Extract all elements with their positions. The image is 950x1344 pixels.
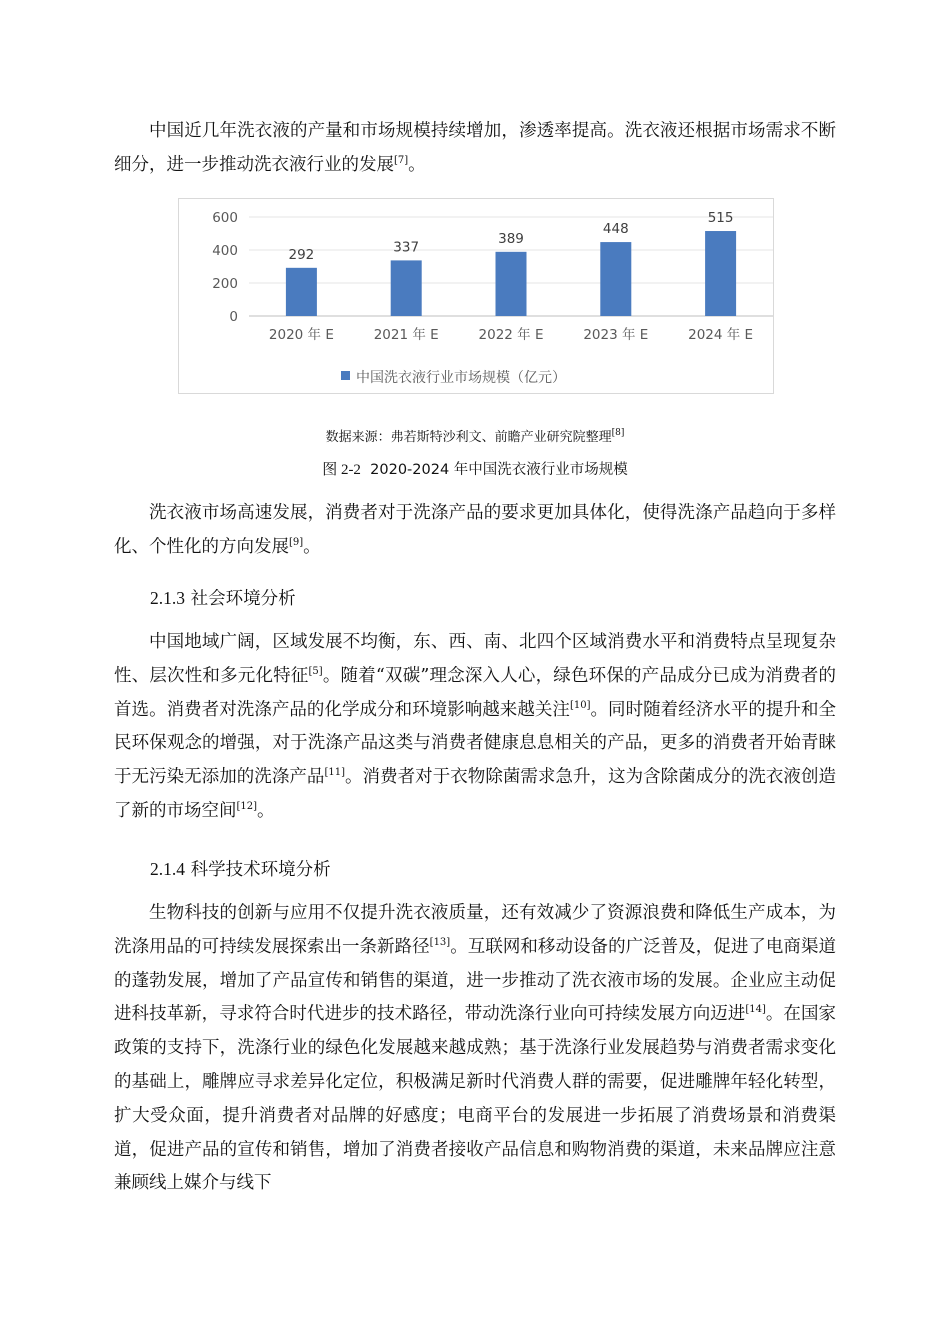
x-tick-label: 2020 年 E (268, 327, 334, 343)
y-tick-label: 400 (212, 243, 238, 259)
citation[interactable]: [8] (611, 428, 625, 438)
paragraph-social: 中国地域广阔，区域发展不均衡，东、西、南、北四个区域消费水平和消费特点呈现复杂性、层次性和多元化特征[5]。随着“双碳”理念深入人心，绿色环保的产品成分已成为消费者的首选。消费者对洗涤产品的化学成分和环境影响越来越关注[10]。同时随着经济水平的提升和全民环保观念的增强，对于洗涤产品这类与消费者健康息息相关的产品，更多的消费者开始青睐于无污染无添加的洗涤产品[11]。消费者对于衣物除菌需求急升，这为含除菌成分的洗衣液创造了新的市场空间[12]。 (114, 632, 837, 821)
citation[interactable]: [10] (569, 699, 591, 711)
y-tick-label: 600 (212, 210, 238, 226)
bar (600, 242, 631, 316)
paragraph-market: 洗衣液市场高速发展，消费者对于洗涤产品的要求更加具体化，使得洗涤产品趋向于多样化、个性化的方向发展[9]。 (114, 503, 836, 557)
legend-label: 中国洗衣液行业市场规模（亿元） (356, 370, 566, 386)
paragraph-technology: 生物科技的创新与应用不仅提升洗衣液质量，还有效减少了资源浪费和降低生产成本，为洗涤用品的可持续发展探索出一条新路径[13]。互联网和移动设备的广泛普及，促进了电商渠道的蓬勃发展，增加了产品宣传和销售的渠道，进一步推动了洗衣液市场的发展。企业应主动促进科技革新，寻求符合时代进步的技术路径，带动洗涤行业向可持续发展方向迈进[14]。在国家政策的支持下，洗涤行业的绿色化发展越来越成熟；基于洗涤行业发展趋势与消费者需求变化的基础上，雕牌应寻求差异化定位，积极满足新时代消费人群的需要，促进雕牌年轻化转型，扩大受众面，提升消费者对品牌的好感度；电商平台的发展进一步拓展了消费场景和消费渠道，促进产品的宣传和销售，增加了消费者接收产品信息和购物消费的渠道，未来品牌应注意兼顾线上媒介与线下 (114, 903, 837, 1194)
legend-swatch (341, 371, 350, 380)
bar (286, 268, 317, 316)
bar (496, 252, 527, 316)
intro-paragraph: 中国近几年洗衣液的产量和市场规模持续增加，渗透率提高。洗衣液还根据市场需求不断细分，进一步推动洗衣液行业的发展[7]。 (114, 121, 836, 175)
citation[interactable]: [5] (308, 665, 323, 677)
data-label: 515 (707, 210, 734, 227)
data-label: 337 (393, 239, 420, 256)
bar-chart (178, 198, 774, 394)
x-tick-label: 2022 年 E (478, 327, 544, 343)
citation[interactable]: [14] (745, 1004, 766, 1016)
section-heading-2-1-4: 2.1.4 科学技术环境分析 (150, 859, 331, 880)
citation[interactable]: [7] (394, 154, 409, 166)
x-tick-label: 2021 年 E (373, 327, 439, 343)
y-tick-label: 200 (212, 276, 238, 292)
bar (705, 231, 736, 316)
data-label: 389 (498, 230, 524, 247)
bar (391, 260, 422, 316)
data-label: 448 (602, 221, 629, 238)
citation[interactable]: [9] (289, 536, 304, 548)
figure-source: 数据来源：弗若斯特沙利文、前瞻产业研究院整理[8] (325, 428, 625, 445)
citation[interactable]: [12] (236, 800, 258, 812)
citation[interactable]: [13] (429, 936, 451, 948)
citation[interactable]: [11] (324, 767, 345, 779)
chart-canvas (179, 199, 773, 393)
figure-caption: 图 2-2 2020-2024 年中国洗衣液行业市场规模 (322, 462, 628, 478)
y-tick-label: 0 (229, 309, 238, 325)
x-tick-label: 2023 年 E (583, 327, 649, 343)
data-label: 292 (288, 246, 315, 263)
section-heading-2-1-3: 2.1.3 社会环境分析 (150, 588, 296, 609)
x-tick-label: 2024 年 E (688, 327, 754, 343)
